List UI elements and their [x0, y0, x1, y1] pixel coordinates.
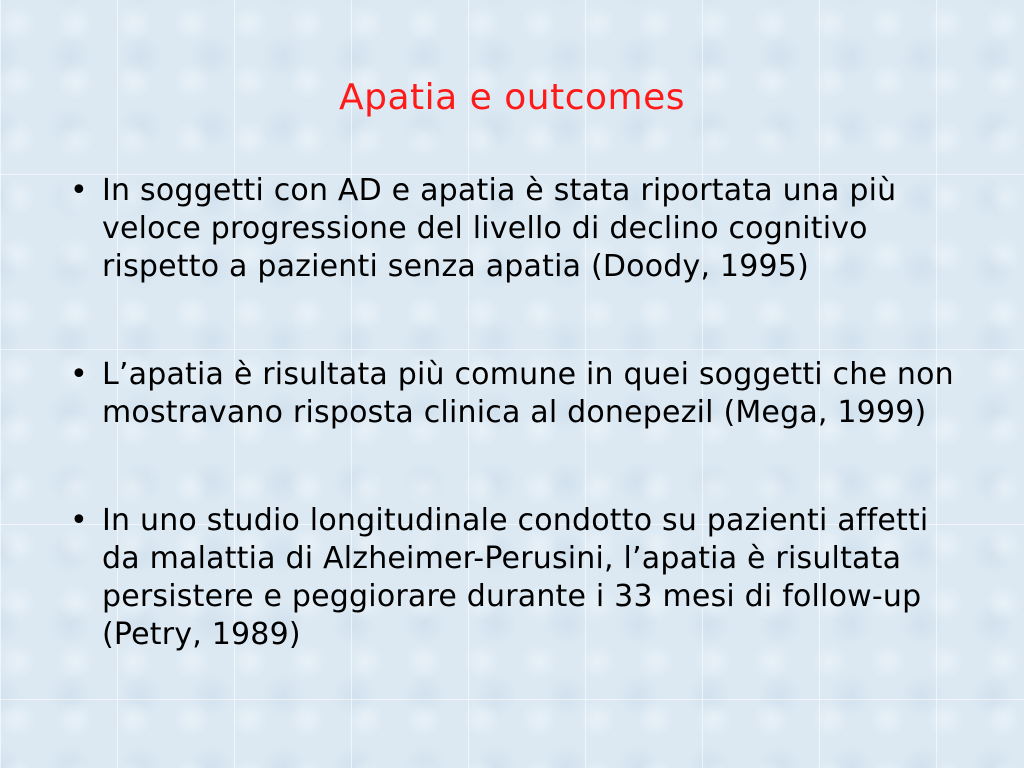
- bullet-item: [70, 356, 970, 432]
- bullet-marker: •: [70, 173, 88, 208]
- bullet-text: L’apatia è risultata più comune in quei soggetti che non mostravano risposta clinica al donepezil (Mega, 1999): [102, 357, 954, 430]
- bullet-marker: •: [70, 503, 88, 538]
- bullet-text: In soggetti con AD e apatia è stata riportata una più veloce progressione del livello di declino cognitivo rispetto a pazienti senza apatia (Doody, 1995): [102, 173, 897, 284]
- slide-title: Apatia e outcomes: [339, 77, 685, 118]
- bullet-item: [70, 172, 970, 286]
- bullet-text: In uno studio longitudinale condotto su pazienti affetti da malattia di Alzheimer-Perusini, l’apatia è risultata persistere e peggiorare durante i 33 mesi di follow-up (Petry, 1989): [102, 503, 929, 652]
- bullet-marker: •: [70, 357, 88, 392]
- bullet-item: [70, 502, 970, 654]
- bullet-list: [70, 172, 970, 654]
